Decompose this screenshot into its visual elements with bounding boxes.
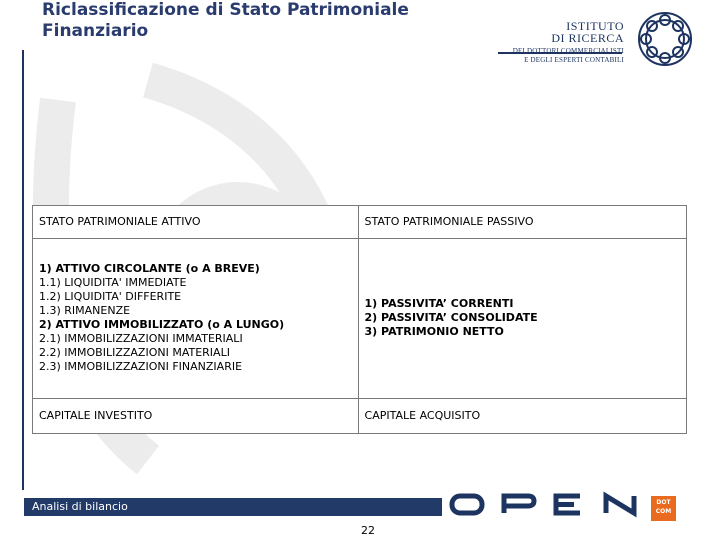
assets-item: 1.1) LIQUIDITA' IMMEDIATE <box>39 276 187 290</box>
invested-capital-cell: CAPITALE INVESTITO <box>33 398 359 433</box>
table-footer-row <box>33 398 687 433</box>
table-header-row <box>33 206 687 239</box>
page-number: 22 <box>361 524 375 537</box>
logo-line-3: DEI DOTTORI COMMERCIALISTI <box>512 47 624 55</box>
balance-sheet-table <box>32 205 687 434</box>
liabilities-header: STATO PATRIMONIALE PASSIVO <box>358 206 686 239</box>
footer-label: Analisi di bilancio <box>32 500 128 513</box>
assets-item: 2.3) IMMOBILIZZAZIONI FINANZIARIE <box>39 360 243 374</box>
liabilities-list <box>358 239 686 398</box>
institute-emblem-icon <box>636 10 694 68</box>
assets-item: 1) ATTIVO CIRCOLANTE (o A BREVE) <box>39 262 260 276</box>
acquired-capital-cell: CAPITALE ACQUISITO <box>358 398 686 433</box>
left-rule <box>22 50 24 490</box>
institute-logo-text <box>500 20 624 65</box>
assets-item: 2.2) IMMOBILIZZAZIONI MATERIALI <box>39 346 230 360</box>
liabilities-item: 2) PASSIVITA’ CONSOLIDATE <box>364 311 538 325</box>
dotcom-badge-text <box>651 498 676 516</box>
assets-list <box>33 239 359 398</box>
slide-title <box>42 0 409 42</box>
assets-header: STATO PATRIMONIALE ATTIVO <box>33 206 359 239</box>
assets-item: 2.1) IMMOBILIZZAZIONI IMMATERIALI <box>39 332 243 346</box>
open-logo-icon <box>448 490 648 520</box>
slide-title-line2: Finanziario <box>42 21 149 41</box>
liabilities-item: 3) PATRIMONIO NETTO <box>364 325 504 339</box>
table-body-row <box>33 239 687 398</box>
assets-item: 1.2) LIQUIDITA' DIFFERITE <box>39 290 182 304</box>
liabilities-item: 1) PASSIVITA’ CORRENTI <box>364 297 514 311</box>
dotcom-badge-line2: COM <box>655 508 672 515</box>
dotcom-badge-line1: DOT <box>656 499 671 506</box>
slide-title-line1: Riclassificazione di Stato Patrimoniale <box>42 0 409 20</box>
logo-line-1: ISTITUTO <box>566 19 624 33</box>
assets-item: 1.3) RIMANENZE <box>39 304 131 318</box>
logo-line-2: DI RICERCA <box>551 31 624 45</box>
assets-item: 2) ATTIVO IMMOBILIZZATO (o A LUNGO) <box>39 318 285 332</box>
logo-line-4: E DEGLI ESPERTI CONTABILI <box>524 56 624 64</box>
